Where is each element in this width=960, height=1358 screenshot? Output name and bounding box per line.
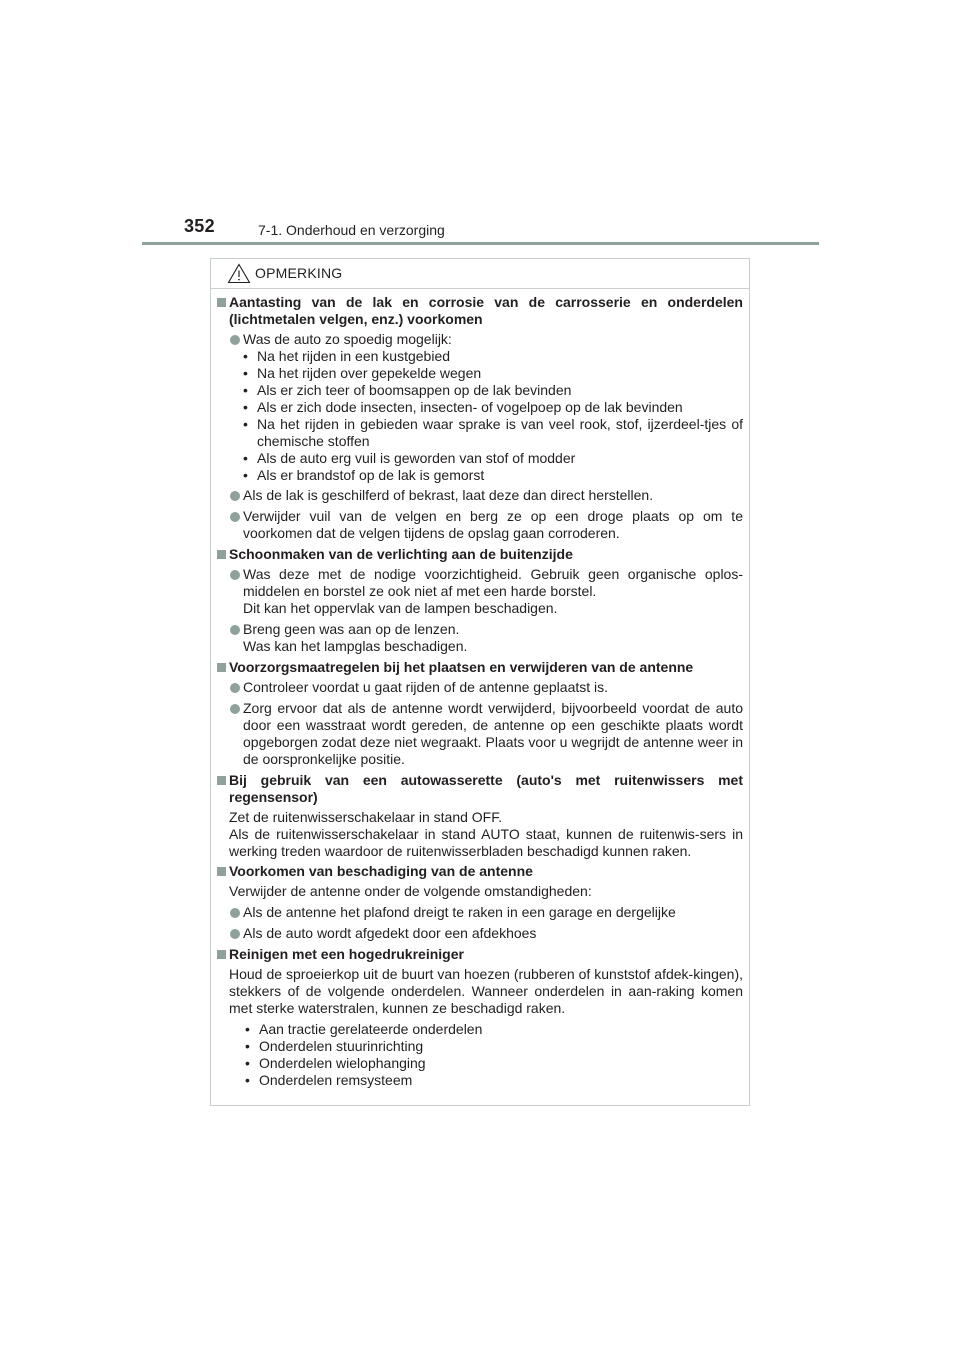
sub-item-text: Onderdelen remsysteem [259, 1072, 413, 1088]
bullet-text: Als de antenne het plafond dreigt te raken in een garage en dergelijke [243, 904, 676, 920]
section-title: Voorzorgsmaatregelen bij het plaatsen en verwijderen van de antenne [229, 659, 694, 675]
section-square-icon [217, 946, 229, 955]
list-item [229, 904, 743, 921]
notice-header [211, 259, 749, 289]
page-number: 352 [184, 216, 215, 236]
sub-list-item: • Als er brandstof op de lak is gemorst [243, 467, 743, 484]
notice-section [217, 546, 743, 655]
list-item [229, 700, 743, 768]
notice-body [217, 294, 743, 1089]
notice-section [217, 294, 743, 542]
bullet-text: Controleer voordat u gaat rijden of de antenne geplaatst is. [243, 679, 609, 695]
sub-list-item: • Als de auto erg vuil is geworden van stof of modder [243, 450, 743, 467]
notice-section [217, 863, 743, 942]
bullet-text [243, 566, 743, 617]
bullet-dot-icon [229, 679, 243, 696]
section-square-icon [217, 294, 229, 303]
sub-list-item: • Onderdelen stuurinrichting [245, 1038, 743, 1055]
bullet-text: Verwijder vuil van de velgen en berg ze op een droge plaats op om te voorkomen dat de velgen tijdens de opslag gaan corroderen. [243, 508, 743, 541]
bullet-text-line: Was deze met de nodige voorzichtigheid. Gebruik geen organische oplos-middelen en borstel ze ook niet af met een harde borstel. [243, 566, 743, 599]
warning-triangle-icon [227, 263, 251, 284]
bullet-text-line: Breng geen was aan op de lenzen. [243, 621, 460, 637]
bullet-text-line: Was kan het lampglas beschadigen. [243, 638, 468, 654]
sub-item-text: Als er brandstof op de lak is gemorst [257, 467, 485, 483]
sub-list-item: • Na het rijden in een kustgebied [243, 348, 743, 365]
paragraph: Houd de sproeierkop uit de buurt van hoezen (rubberen of kunststof afdek-kingen), stekkers of de volgende onderdelen. Wanneer onderdelen in aan-raking komen met sterke waterstralen, kunnen ze beschadigd raken. [229, 966, 743, 1016]
sub-item-text: Als er zich teer of boomsappen op de lak bevinden [257, 382, 572, 398]
sub-list-item: • Als er zich dode insecten, insecten- of vogelpoep op de lak bevinden [243, 399, 743, 416]
section-square-icon [217, 772, 229, 781]
section-title: Voorkomen van beschadiging van de antenne [229, 863, 533, 879]
section-title: Reinigen met een hogedrukreiniger [229, 946, 464, 962]
bullet-dot-icon [229, 508, 243, 542]
sub-list [231, 1021, 743, 1089]
bullet-text: Zorg ervoor dat als de antenne wordt verwijderd, bijvoorbeeld voordat de auto door een wasstraat wordt gereden, de antenne op een geschikte plaats wordt opgeborgen zodat deze niet wegraakt. Plaats voor u wegrijdt de antenne weer in de oorspronkelijke positie. [243, 700, 743, 767]
list-item [229, 621, 743, 655]
header-divider [142, 242, 819, 245]
sub-list-item: • Als er zich teer of boomsappen op de lak bevinden [243, 382, 743, 399]
list-item [229, 566, 743, 617]
sub-item-text: Onderdelen stuurinrichting [259, 1038, 424, 1054]
bullet-dot-icon [229, 700, 243, 768]
sub-item-text: Na het rijden over gepekelde wegen [257, 365, 482, 381]
sub-list-item: • Onderdelen remsysteem [245, 1072, 743, 1089]
section-title: 7-1. Onderhoud en verzorging [258, 222, 445, 238]
section-square-icon [217, 659, 229, 668]
sub-item-text: Als de auto erg vuil is geworden van stof of modder [257, 450, 576, 466]
section-square-icon [217, 863, 229, 872]
notice-section [217, 772, 743, 863]
list-item [229, 487, 743, 504]
bullet-dot-icon [229, 566, 243, 617]
notice-section [217, 946, 743, 1089]
notice-section [217, 659, 743, 768]
sub-item-text: Als er zich dode insecten, insecten- of vogelpoep op de lak bevinden [257, 399, 683, 415]
bullet-text: Als de auto wordt afgedekt door een afdekhoes [243, 925, 537, 941]
sub-list-item: • Na het rijden in gebieden waar sprake is van veel rook, stof, ijzerdeel-tjes of chemische stoffen [243, 416, 743, 449]
sub-item-text: Onderdelen wielophanging [259, 1055, 426, 1071]
bullet-text-line: Dit kan het oppervlak van de lampen beschadigen. [243, 600, 558, 616]
bullet-dot-icon [229, 487, 243, 504]
sub-item-text: Na het rijden in gebieden waar sprake is van veel rook, stof, ijzerdeel-tjes of chemische stoffen [257, 416, 743, 449]
list-item [229, 508, 743, 542]
page-header [0, 0, 960, 250]
paragraph-line: Als de ruitenwisserschakelaar in stand AUTO staat, kunnen de ruitenwis-sers in werking treden waardoor de ruitenwisserbladen beschadigd kunnen raken. [229, 826, 743, 859]
bullet-dot-icon [229, 925, 243, 942]
bullet-dot-icon [229, 904, 243, 921]
section-title: Schoonmaken van de verlichting aan de buitenzijde [229, 546, 573, 562]
section-title: Bij gebruik van een autowasserette (auto's met ruitenwissers met regensensor) [229, 772, 743, 805]
notice-box [210, 258, 750, 1106]
list-item [229, 679, 743, 696]
sub-list [229, 348, 743, 484]
paragraph [229, 809, 743, 860]
bullet-text: Was de auto zo spoedig mogelijk: [243, 331, 452, 347]
list-item [229, 331, 743, 348]
sub-list-item: • Aan tractie gerelateerde onderdelen [245, 1021, 743, 1038]
bullet-dot-icon [229, 621, 243, 655]
notice-title: OPMERKING [255, 265, 343, 281]
paragraph-line: Zet de ruitenwisserschakelaar in stand OFF. [229, 809, 503, 825]
sub-item-text: Aan tractie gerelateerde onderdelen [259, 1021, 483, 1037]
section-square-icon [217, 546, 229, 555]
list-item [229, 925, 743, 942]
sub-list-item: • Onderdelen wielophanging [245, 1055, 743, 1072]
paragraph: Verwijder de antenne onder de volgende omstandigheden: [229, 883, 592, 899]
bullet-dot-icon [229, 331, 243, 348]
bullet-text [243, 621, 743, 655]
sub-list-item: • Na het rijden over gepekelde wegen [243, 365, 743, 382]
sub-item-text: Na het rijden in een kustgebied [257, 348, 451, 364]
bullet-text: Als de lak is geschilferd of bekrast, laat deze dan direct herstellen. [243, 487, 654, 503]
section-title: Aantasting van de lak en corrosie van de carrosserie en onderdelen (lichtmetalen velgen, enz.) voorkomen [229, 294, 743, 327]
